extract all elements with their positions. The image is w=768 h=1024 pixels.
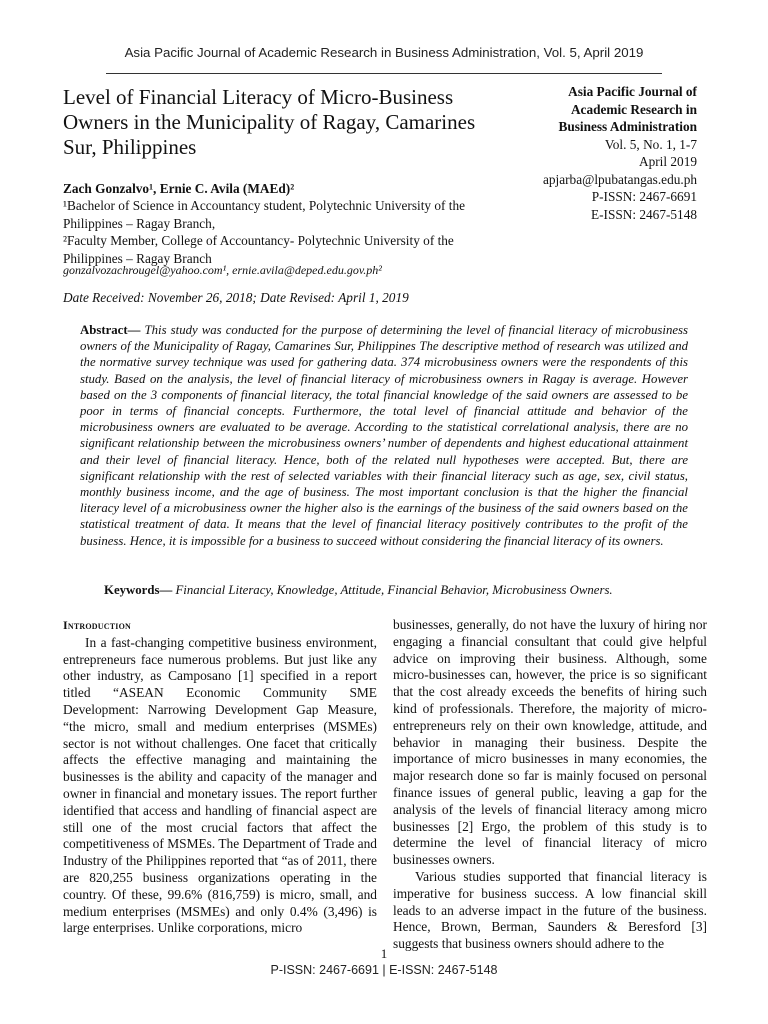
journal-volume: Vol. 5, No. 1, 1-7 (604, 136, 697, 152)
right-column (393, 617, 707, 953)
affiliations (63, 197, 503, 267)
journal-date: April 2019 (639, 154, 697, 169)
paragraph: In a fast-changing competitive business environment, entrepreneurs face numerous problems. But just like any other industry, as Camposano [1] specified in a report titled “ASEAN Economic Community SME Development: Narrowing Development Gap Measure, “the micro, small and medium enterprises (MSMEs) sector is not without challenges. One facet that critically affects the effective managing and maintaining the businesses is the ability and capacity of the manager and owner in financial and monetary issues. The report further identified that access and handling of financial aspect are still one of the most crucial factors that affect the competitiveness of MSMEs. The Department of Trade and Industry of the Philippines reported that “as of 2011, there are 820,255 business organizations operating in the country. Of these, 99.6% (816,759) is micro, small, and medium enterprises (MSMEs) and only 0.4% (3,496) is large enterprises. Unlike corporations, micro (63, 634, 377, 936)
journal-name-line-3: Business Administration (558, 119, 697, 134)
abstract-text: This study was conducted for the purpose of determining the level of financial literacy of microbusiness owners of the Municipality of Ragay, Camarines Sur, Philippines The descriptive method of research was utilized and the normative survey technique was used for gathering data. 374 microbusiness owners were the respondents of this study. Based on the analysis, the level of financial literacy of microbusiness owners in Ragay is average. However based on the 3 components of financial literacy, the total financial knowledge of the said owners are assessed to be poor in terms of financial concepts. Furthermore, the total level of financial attitude and behavior of the microbusiness owners are evaluated to be average. According to the statistical correlational analysis, there are no significant relationship between the microbusiness owners’ number of dependents and highest educational attainment and their level of financial literacy. Hence, both of the related null hypotheses were accepted. But, there are significant relationship with the rest of selected variables with their financial literacy such as age, sex, civil status, monthly business income, and the age of business. The most important conclusion is that the higher the financial literacy level of a microbusiness owner the higher also is the earnings of the business of the said owners based on the statistical treatment of data. It means that the level of financial literacy positively contributes to the profit of the business. Hence, it is impossible for a business to succeed without considering the financial literacy of its owners. (80, 323, 689, 548)
left-column (63, 617, 377, 937)
journal-email: apjarba@lpubatangas.edu.ph (542, 171, 697, 187)
affiliation-1: ¹Bachelor of Science in Accountancy student, Polytechnic University of the Philippines – Ragay Branch, (63, 198, 466, 231)
section-heading-introduction: Introduction (63, 618, 131, 632)
affiliation-2: ²Faculty Member, College of Accountancy- Polytechnic University of the Philippines – Ragay Branch (63, 233, 454, 266)
running-header: Asia Pacific Journal of Academic Research in Business Administration, Vol. 5, April 2019 (124, 45, 644, 60)
footer-issn: P-ISSN: 2467-6691 | E-ISSN: 2467-5148 (270, 963, 498, 977)
journal-name-line-2: Academic Research in (570, 101, 697, 117)
journal-e-issn: E-ISSN: 2467-5148 (590, 206, 697, 222)
keywords-label: Keywords— (104, 583, 173, 597)
paragraph: businesses, generally, do not have the luxury of hiring nor engaging a financial consultant that could give helpful advice on improving their business. Although, some micro-businesses can, however, the price is so significant that the cost already exceeds the benefits of hiring such kind of professionals. Therefore, the majority of micro-entrepreneurs rely on their own knowledge, attitude, and behavior in managing their business. Despite the importance of micro businesses in many economies, the major research done so far is mainly focused on personal finance issues of general public, leaving a gap for the analysis of the levels of financial literacy among micro businesses [2] Ergo, the problem of this study is to determine the level of financial literacy of micro businesses owners. (393, 617, 707, 868)
keywords (104, 583, 704, 598)
author-names: Zach Gonzalvo¹, Ernie C. Avila (MAEd)² (63, 181, 295, 196)
article-title: Level of Financial Literacy of Micro-Business Owners in the Municipality of Ragay, Camarines Sur, Philippines (63, 85, 476, 159)
abstract (80, 322, 688, 549)
header-rule (106, 73, 662, 74)
keywords-text: Financial Literacy, Knowledge, Attitude, Financial Behavior, Microbusiness Owners. (175, 583, 613, 597)
journal-p-issn: P-ISSN: 2467-6691 (591, 189, 697, 204)
page-number: 1 (380, 946, 388, 961)
journal-name-line-1: Asia Pacific Journal of (568, 84, 697, 99)
author-emails: gonzalvozachrougel@yahoo.com¹, ernie.avila@deped.edu.gov.ph² (63, 263, 382, 277)
submission-dates: Date Received: November 26, 2018; Date Revised: April 1, 2019 (63, 290, 409, 305)
journal-info (500, 83, 697, 223)
paragraph: Various studies supported that financial literacy is imperative for business success. A low financial skill leads to an adverse impact in the future of the business. Hence, Brown, Berman, Saunders & Beresford [3] suggests that business owners should adhere to the (393, 868, 707, 952)
abstract-label: Abstract— (80, 323, 141, 337)
